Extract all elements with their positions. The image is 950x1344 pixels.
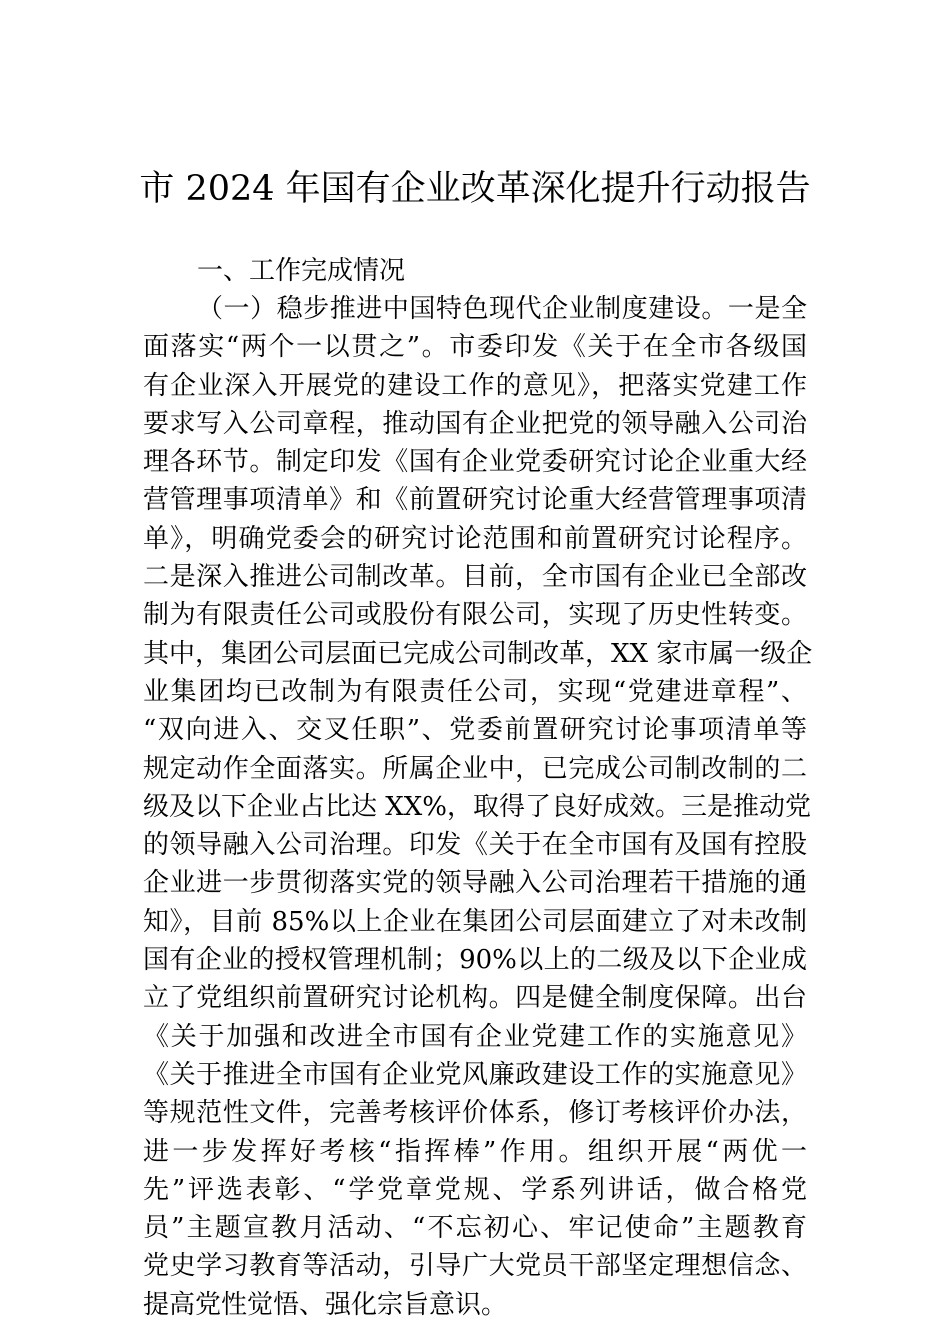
paragraph-line: 级及以下企业占比达 XX%，取得了良好成效。三是推动党 <box>143 791 811 822</box>
paragraph-line: 知》，目前 85%以上企业在集团公司层面建立了对未改制 <box>143 906 807 937</box>
document-title: 市 2024 年国有企业改革深化提升行动报告 <box>139 169 811 209</box>
paragraph-line: 企业进一步贯彻落实党的领导融入公司治理若干措施的通 <box>143 868 807 899</box>
paragraph-line: 业集团均已改制为有限责任公司，实现“党建进章程”、 <box>143 676 807 707</box>
paragraph-line: 员”主题宣教月活动、“不忘初心、牢记使命”主题教育 <box>143 1213 807 1244</box>
paragraph <box>143 290 813 1324</box>
paragraph-line: “双向进入、交叉任职”、党委前置研究讨论事项清单等 <box>143 715 807 746</box>
paragraph-line: 单》，明确党委会的研究讨论范围和前置研究讨论程序。 <box>143 523 807 554</box>
paragraph-line: 立了党组织前置研究讨论机构。四是健全制度保障。出台 <box>143 983 807 1014</box>
paragraph-line: 制为有限责任公司或股份有限公司，实现了历史性转变。 <box>143 600 807 631</box>
paragraph-line: 提高党性觉悟、强化宗旨意识。 <box>143 1289 508 1320</box>
paragraph-line: （一）稳步推进中国特色现代企业制度建设。一是全 <box>197 294 807 324</box>
paragraph-line: 其中，集团公司层面已完成公司制改革，XX 家市属一级企 <box>143 638 813 669</box>
paragraph-line: 《关于推进全市国有企业党风廉政建设工作的实施意见》 <box>143 1059 807 1090</box>
paragraph-line: 国有企业的授权管理机制；90%以上的二级及以下企业成 <box>143 945 807 976</box>
paragraph-line: 有企业深入开展党的建设工作的意见》，把落实党建工作 <box>143 370 807 401</box>
paragraph-line: 理各环节。制定印发《国有企业党委研究讨论企业重大经 <box>143 447 807 478</box>
paragraph-line: 规定动作全面落实。所属企业中，已完成公司制改制的二 <box>143 753 807 784</box>
paragraph-line: 等规范性文件，完善考核评价体系，修订考核评价办法， <box>143 1098 807 1129</box>
paragraph-line: 党史学习教育等活动，引导广大党员干部坚定理想信念、 <box>143 1251 807 1282</box>
paragraph-line: 《关于加强和改进全市国有企业党建工作的实施意见》 <box>143 1021 807 1052</box>
paragraph-line: 营管理事项清单》和《前置研究讨论重大经营管理事项清 <box>143 485 807 516</box>
document-body <box>143 252 813 1324</box>
section-heading: 一、工作完成情况 <box>197 256 406 286</box>
paragraph-line: 二是深入推进公司制改革。目前，全市国有企业已全部改 <box>143 562 807 593</box>
paragraph-line: 的领导融入公司治理。印发《关于在全市国有及国有控股 <box>143 830 807 861</box>
paragraph-line: 进一步发挥好考核“指挥棒”作用。组织开展“两优一 <box>143 1136 807 1167</box>
paragraph-line: 先”评选表彰、“学党章党规、学系列讲话，做合格党 <box>143 1174 807 1205</box>
paragraph-line: 面落实“两个一以贯之”。市委印发《关于在全市各级国 <box>143 332 807 363</box>
paragraph-line: 要求写入公司章程，推动国有企业把党的领导融入公司治 <box>143 408 807 439</box>
